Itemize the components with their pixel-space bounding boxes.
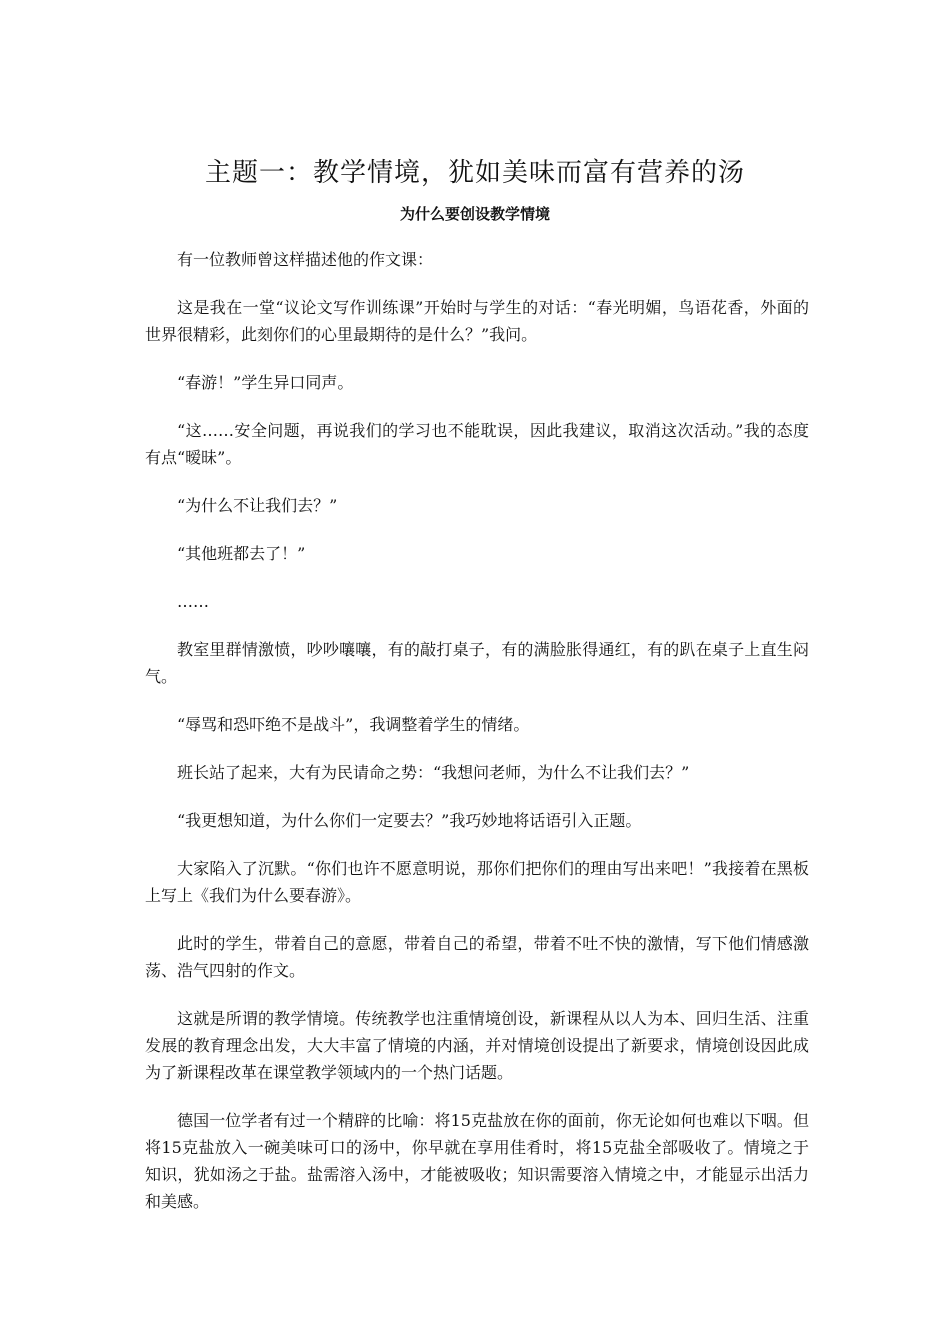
paragraph: “这……安全问题，再说我们的学习也不能耽误，因此我建议，取消这次活动。”我的态度有点“暧昧”。 [145, 421, 809, 467]
paragraph: “为什么不让我们去？” [177, 496, 338, 515]
paragraph: 此时的学生，带着自己的意愿，带着自己的希望，带着不吐不快的激情，写下他们情感激荡、浩气四射的作文。 [145, 934, 809, 980]
paragraph: 有一位教师曾这样描述他的作文课： [177, 250, 434, 269]
paragraph: 德国一位学者有过一个精辟的比喻：将15克盐放在你的面前，你无论如何也难以下咽。但将15克盐放入一碗美味可口的汤中，你早就在享用佳肴时，将15克盐全部吸收了。情境之于知识，犹如汤之于盐。盐需溶入汤中，才能被吸收；知识需要溶入情境之中，才能显示出活力和美感。 [145, 1111, 809, 1211]
paragraph: …… [177, 592, 209, 611]
paragraph: “辱骂和恐吓绝不是战斗”，我调整着学生的情绪。 [177, 715, 530, 734]
paragraph: 班长站了起来，大有为民请命之势：“我想问老师，为什么不让我们去？” [177, 763, 690, 782]
document-title: 主题一：教学情境，犹如美味而富有营养的汤 [204, 158, 745, 188]
document-body [145, 246, 809, 1236]
paragraph: “我更想知道，为什么你们一定要去？”我巧妙地将话语引入正题。 [177, 811, 642, 830]
paragraph: “其他班都去了！” [177, 544, 306, 563]
paragraph: 教室里群情激愤，吵吵嚷嚷，有的敲打桌子，有的满脸胀得通红，有的趴在桌子上直生闷气。 [145, 640, 809, 686]
document-subtitle: 为什么要创设教学情境 [399, 205, 550, 223]
paragraph: 这就是所谓的教学情境。传统教学也注重情境创设，新课程从以人为本、回归生活、注重发展的教育理念出发，大大丰富了情境的内涵，并对情境创设提出了新要求，情境创设因此成为了新课程改革在课堂教学领域内的一个热门话题。 [145, 1009, 809, 1082]
paragraph: 大家陷入了沉默。“你们也许不愿意明说，那你们把你们的理由写出来吧！”我接着在黑板上写上《我们为什么要春游》。 [145, 859, 809, 905]
paragraph: 这是我在一堂“议论文写作训练课”开始时与学生的对话：“春光明媚，鸟语花香，外面的世界很精彩，此刻你们的心里最期待的是什么？”我问。 [145, 298, 809, 344]
paragraph: “春游！”学生异口同声。 [177, 373, 354, 392]
